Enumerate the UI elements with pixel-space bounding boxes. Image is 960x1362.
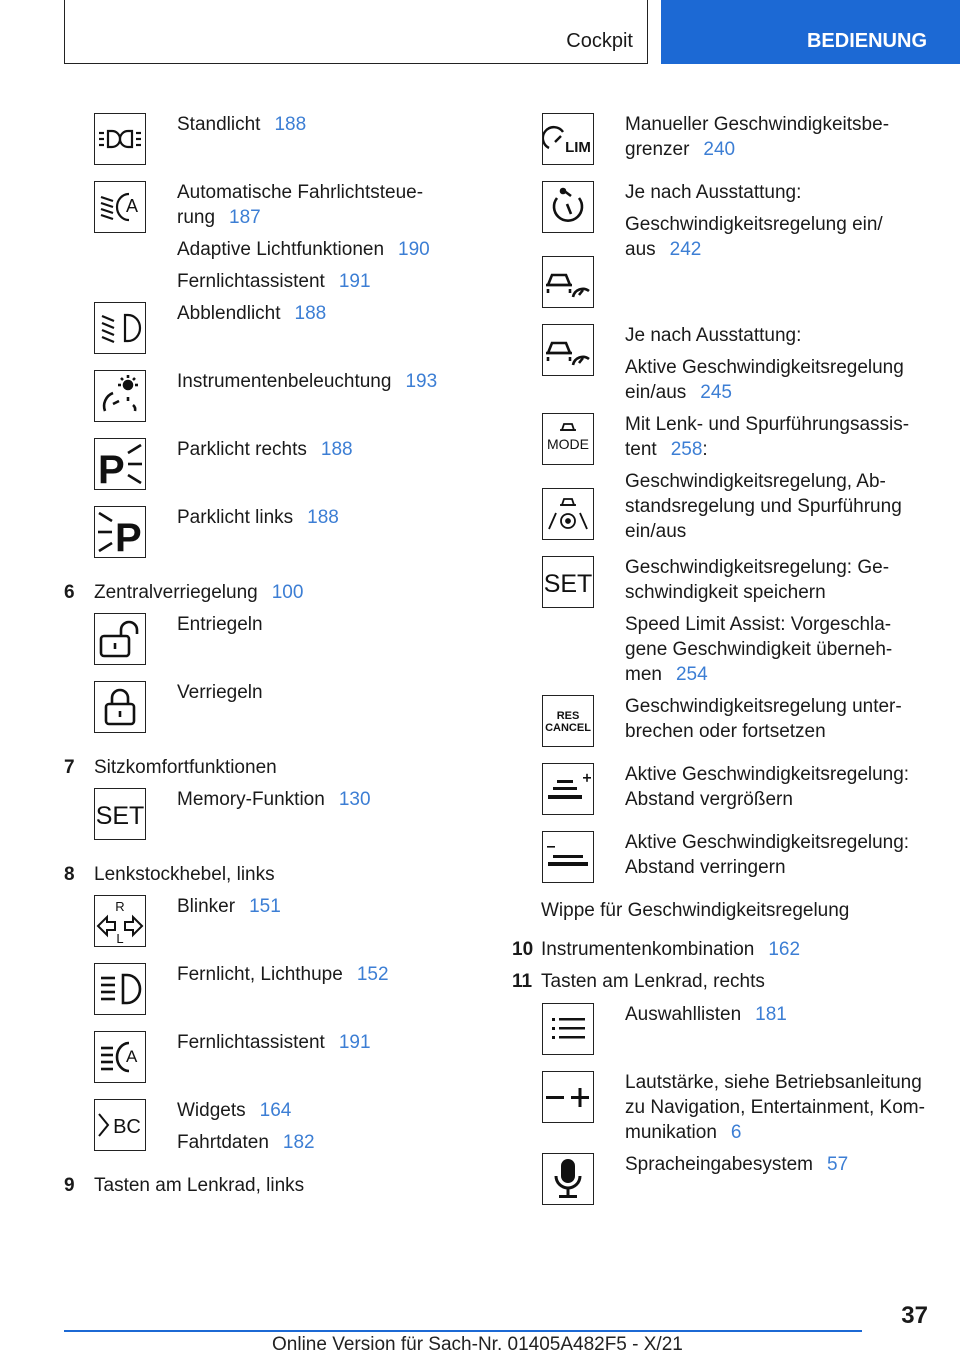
acc-line2: Aktive Geschwindigkeitsregelung (625, 357, 904, 378)
mode-line5: ein/aus (625, 521, 687, 542)
parklicht-rechts-text: Parklicht rechts 188 (177, 439, 353, 460)
parking-light-right-icon (94, 438, 146, 490)
lenkstockhebel-text: Lenkstockhebel, links (94, 864, 275, 885)
sprache-text: Spracheingabesystem 57 (625, 1154, 849, 1175)
bc-button-icon (94, 1099, 146, 1151)
set-line1: Geschwindigkeitsregelung: Ge- (625, 557, 890, 578)
svg-text:BC: BC (113, 1116, 141, 1138)
low-beam-icon (94, 302, 146, 354)
svg-text:P: P (98, 448, 125, 489)
instrument-text: Instrumentenbeleuchtung 193 (177, 371, 438, 392)
distance-plus-icon (542, 763, 594, 815)
laut-line1: Lautstärke, siehe Betriebsanleitung (625, 1072, 922, 1093)
page-ref[interactable]: 100 (271, 582, 304, 603)
dist-minus-line2: Abstand verringern (625, 857, 786, 878)
set-button-icon (94, 788, 146, 840)
entriegeln-text: Entriegeln (177, 614, 263, 635)
res-line2: brechen oder fortsetzen (625, 721, 826, 742)
lim-line1: Manueller Geschwindigkeitsbe- (625, 114, 890, 135)
list-icon (542, 1003, 594, 1055)
fernlicht-text: Fernlicht, Lichthupe 152 (177, 964, 389, 985)
auswahl-text: Auswahllisten 181 (625, 1004, 787, 1025)
page-ref[interactable]: 181 (755, 1004, 787, 1025)
parking-light-left-icon (94, 506, 146, 558)
page-ref[interactable]: 162 (768, 939, 801, 960)
auto-light-line2: rung 187 (177, 207, 261, 228)
standlicht-icon (94, 113, 146, 165)
lock-icon (94, 681, 146, 733)
mode-button-icon (542, 413, 594, 465)
standlicht-text: Standlicht 188 (177, 114, 307, 135)
zentralverriegelung-text: Zentralverriegelung 100 (94, 582, 304, 603)
distance-minus-icon (542, 831, 594, 883)
svg-text:MODE: MODE (547, 436, 589, 452)
page-ref[interactable]: 188 (320, 439, 353, 460)
high-beam-assistant-icon (94, 1031, 146, 1083)
tasten-links-text: Tasten am Lenkrad, links (94, 1175, 305, 1196)
svg-text:A: A (126, 196, 139, 216)
page-ref[interactable]: 191 (338, 1032, 371, 1053)
page-ref[interactable]: 242 (669, 239, 702, 260)
fahrtdaten-text: Fahrtdaten 182 (177, 1132, 315, 1153)
cruise1-line2: Geschwindigkeitsregelung ein/ (625, 214, 883, 235)
mode-line3: Geschwindigkeitsregelung, Ab- (625, 471, 886, 492)
svg-text:A: A (126, 1047, 138, 1066)
res-cancel-icon (542, 695, 594, 747)
svg-text:SET: SET (95, 802, 145, 830)
wippe-text: Wippe für Geschwindigkeitsregelung (541, 900, 850, 921)
parklicht-links-text: Parklicht links 188 (177, 507, 339, 528)
res-line1: Geschwindigkeitsregelung unter- (625, 696, 902, 717)
header-box (64, 0, 648, 64)
auto-light-line1: Automatische Fahrlichtsteue- (177, 182, 424, 203)
active-cruise-icon-2 (542, 324, 594, 376)
lane-assist-icon (542, 488, 594, 540)
sitzkomfort-text: Sitzkomfortfunktionen (94, 757, 277, 778)
set-line5: men 254 (625, 664, 708, 685)
item-number: 9 (64, 1175, 75, 1196)
mode-line4: standsregelung und Spurführung (625, 496, 902, 517)
memory-text: Memory-Funktion 130 (177, 789, 371, 810)
lim-line2: grenzer 240 (625, 139, 736, 160)
tab-label: BEDIENUNG (806, 30, 927, 52)
svg-text:CANCEL: CANCEL (545, 722, 591, 734)
dist-minus-line1: Aktive Geschwindigkeitsregelung: (625, 832, 910, 853)
footer-divider (64, 1330, 862, 1332)
laut-line3: munikation 6 (625, 1122, 742, 1143)
tab-bedienung[interactable] (661, 0, 960, 64)
tasten-rechts-text: Tasten am Lenkrad, rechts (541, 971, 765, 992)
page-ref[interactable]: 190 (398, 239, 430, 260)
page-ref[interactable]: 151 (249, 896, 281, 917)
page-ref[interactable]: 188 (294, 303, 327, 324)
svg-text:R: R (115, 899, 125, 914)
acc-line1: Je nach Ausstattung: (625, 325, 802, 346)
fernlichtassistent-text: Fernlichtassistent 191 (177, 271, 371, 292)
page-ref[interactable]: 130 (338, 789, 371, 810)
acc-line3: ein/aus 245 (625, 382, 732, 403)
mode-line1: Mit Lenk- und Spurführungsassis- (625, 414, 910, 435)
laut-line2: zu Navigation, Entertainment, Kom- (625, 1097, 925, 1118)
page-ref[interactable]: 164 (259, 1100, 292, 1121)
page-ref[interactable]: 182 (282, 1132, 315, 1153)
item-number: 8 (64, 864, 75, 885)
page-ref[interactable]: 245 (700, 382, 732, 403)
footer-text: Online Version für Sach-Nr. 01405A482F5 - X/21 (272, 1334, 683, 1355)
speed-limiter-icon (542, 113, 594, 165)
set-line4: gene Geschwindigkeit überneh- (625, 639, 893, 660)
mode-line2: tent 258: (625, 439, 708, 460)
fernlichtassistent2-text: Fernlichtassistent 191 (177, 1032, 371, 1053)
page-ref[interactable]: 191 (338, 271, 371, 292)
item-number: 11 (512, 971, 533, 992)
item-number: 6 (64, 582, 75, 603)
page-ref[interactable]: 188 (307, 507, 339, 528)
unlock-icon (94, 613, 146, 665)
page-number: 37 (901, 1302, 928, 1329)
page-ref[interactable]: 6 (730, 1122, 742, 1143)
instrument-lighting-icon (94, 370, 146, 422)
set-line2: schwindigkeit speichern (625, 582, 826, 603)
dist-plus-line1: Aktive Geschwindigkeitsregelung: (625, 764, 910, 785)
volume-icon (542, 1071, 594, 1123)
set-button-icon (542, 556, 594, 608)
high-beam-icon (94, 963, 146, 1015)
adaptive-light-text: Adaptive Lichtfunktionen 190 (177, 239, 430, 260)
page-ref[interactable]: 240 (703, 139, 736, 160)
page-ref[interactable]: 187 (229, 207, 261, 228)
set-line3: Speed Limit Assist: Vorgeschla- (625, 614, 892, 635)
svg-text:LIM: LIM (565, 139, 591, 156)
item-number: 10 (512, 939, 534, 960)
turn-signal-icon (94, 895, 146, 947)
verriegeln-text: Verriegeln (177, 682, 263, 703)
svg-text:SET: SET (543, 570, 593, 598)
abblendlicht-text: Abblendlicht 188 (177, 303, 327, 324)
cruise1-line3: aus 242 (625, 239, 702, 260)
svg-text:P: P (115, 516, 142, 557)
widgets-text: Widgets 164 (177, 1100, 292, 1121)
page-ref[interactable]: 193 (405, 371, 438, 392)
active-cruise-icon (542, 256, 594, 308)
blinker-text: Blinker 151 (177, 896, 281, 917)
page-ref[interactable]: 57 (827, 1154, 849, 1175)
svg-text:L: L (116, 931, 124, 946)
cruise-control-icon (542, 181, 594, 233)
page-ref[interactable]: 254 (675, 664, 708, 685)
section-title: Cockpit (566, 30, 633, 52)
page-ref[interactable]: 152 (356, 964, 389, 985)
microphone-icon (542, 1153, 594, 1205)
cruise1-line1: Je nach Ausstattung: (625, 182, 802, 203)
svg-text:RES: RES (556, 710, 580, 722)
page-ref[interactable]: 258 (670, 439, 703, 460)
page-ref[interactable]: 188 (274, 114, 307, 135)
dist-plus-line2: Abstand vergrößern (625, 789, 793, 810)
item-number: 7 (64, 757, 75, 778)
instrumentenkombination-text: Instrumentenkombination 162 (541, 939, 801, 960)
auto-light-icon (94, 181, 146, 233)
